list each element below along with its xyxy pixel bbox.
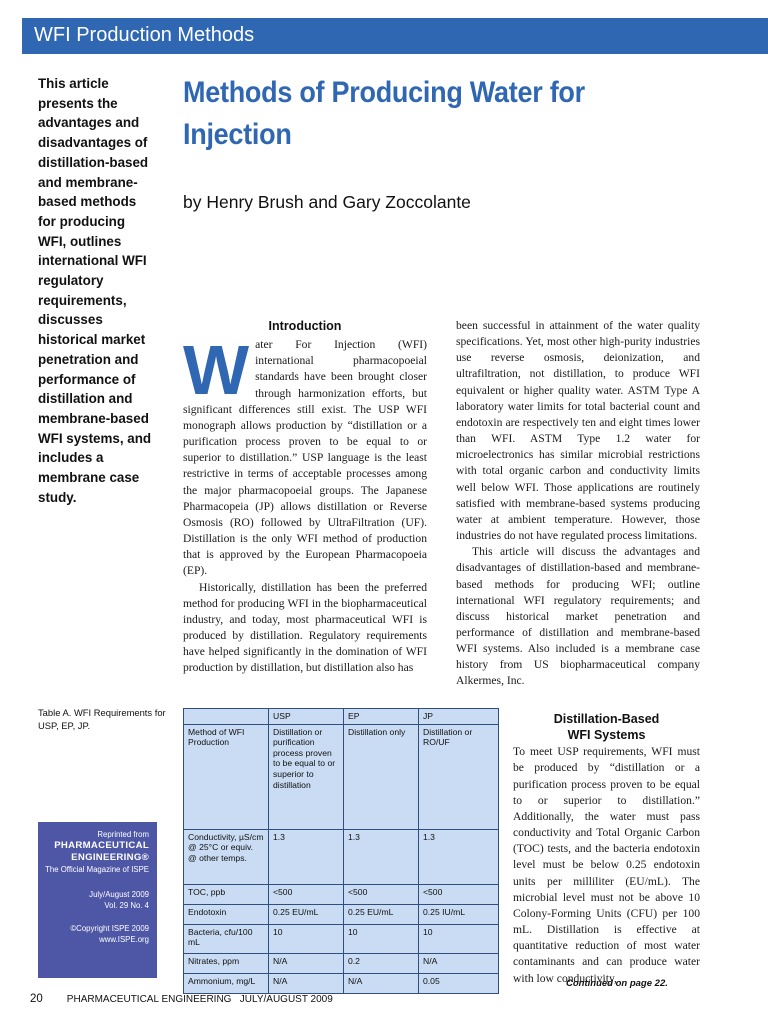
distillation-heading-line-2: WFI Systems — [567, 728, 646, 743]
table-cell: Conductivity, µS/cm @ 25°C or equiv. @ other temps. — [184, 829, 269, 884]
table-cell: 0.25 IU/mL — [419, 904, 499, 924]
table-cell: N/A — [269, 953, 344, 973]
article-title: Methods of Producing Water for Injection — [183, 76, 585, 151]
column-3 — [513, 711, 700, 987]
table-cell: 0.25 EU/mL — [344, 904, 419, 924]
intro-paragraph-3: been successful in attainment of the water quality specifications. Yet, most other high-purity industries use reverse osmosis, deionization, and ultrafiltration, not distillation, to produce WFI equivalent or higher quality water. ASTM Type A laboratory water limits for total bacterial count and endotoxin are respectively ten and eight times lower than WFI. ASTM Type 1.2 water for microelectronics has similar microbial restrictions with total organic carbon and conductivity limits well below WFI. Those applications are routinely satisfied with membrane-based systems producing water at ambient temperature. However, those industries do not have regulated process limitations. — [456, 319, 700, 543]
table-row — [184, 884, 499, 904]
column-1 — [183, 318, 427, 676]
reprint-line: July/August 2009 — [89, 890, 149, 899]
section-title: WFI Production Methods — [34, 24, 255, 46]
reprint-line: ©Copyright ISPE 2009 — [70, 924, 149, 933]
table-cell: TOC, ppb — [184, 884, 269, 904]
intro-paragraph-4: This article will discuss the advantages and disadvantages of distillation-based and membrane-based methods for producing WFI; outline international WFI regulatory requirements; and discuss historical market penetration and performance of distillation and membrane-based WFI systems. Also included is a membrane case history from US biopharmaceutical company Alkermes, Inc. — [456, 545, 700, 688]
article-byline: by Henry Brush and Gary Zoccolante — [183, 192, 471, 212]
reprint-line: Reprinted from — [97, 830, 149, 839]
article-summary: This article presents the advantages and disadvantages of distillation-based and membrane-based methods for producing WFI, outlines international WFI regulatory requirements, discusses historical market penetration and performance of distillation and membrane-based WFI systems, and includes a membrane case study. — [38, 76, 152, 505]
table-row — [184, 724, 499, 829]
table-row — [184, 953, 499, 973]
intro-paragraph-1: ater For Injection (WFI) international pharmacopoeial standards have been brought closer through harmonization efforts, but significant differences still exist. The USP WFI monograph allows production by “distillation or a purification process proven to be equal to or superior to distillation.” USP language is the least restrictive in terms of acceptable processes among the major pharmacopoeial groups. The Japanese Pharmacopeia (JP) allows distillation or Reverse Osmosis (RO) followed by UltraFiltration (UF). Distillation is the only WFI method of production that is approved by the European Pharmacopoeia (EP). — [183, 338, 427, 578]
table-row — [184, 904, 499, 924]
page-footer — [30, 993, 333, 1005]
table-cell: Distillation or RO/UF — [419, 724, 499, 829]
table-cell: <500 — [269, 884, 344, 904]
magazine-name: PHARMACEUTICAL — [54, 840, 149, 851]
footer-text: PHARMACEUTICAL ENGINEERING JULY/AUGUST 2009 — [66, 994, 333, 1005]
reprint-line: www.ISPE.org — [99, 935, 149, 944]
table-cell: <500 — [344, 884, 419, 904]
table-cell: 0.25 EU/mL — [269, 904, 344, 924]
table-cell: Method of WFI Production — [184, 724, 269, 829]
section-header-bar — [22, 18, 768, 54]
table-cell: Distillation only — [344, 724, 419, 829]
table-cell: Bacteria, cfu/100 mL — [184, 924, 269, 953]
introduction-heading: Introduction — [268, 319, 342, 333]
table-cell: 10 — [269, 924, 344, 953]
table-header-cell — [184, 709, 269, 725]
table-cell: 0.2 — [344, 953, 419, 973]
table-header-row — [184, 709, 499, 725]
table-caption: Table A. WFI Requirements for USP, EP, JP. — [38, 707, 166, 731]
table-cell: Distillation or purification process proven to be equal to or superior to distillation — [269, 724, 344, 829]
table-cell: 10 — [419, 924, 499, 953]
distillation-paragraph: To meet USP requirements, WFI must be produced by “distillation or a purification process proven to be equal to or superior to distillation.” Additionally, the water must pass conductivity and Total Organic Carbon (TOC) tests, and the bacteria endotoxin level must be below 0.25 endotoxin units per milliliter (EU/mL). The microbial level must not be above 10 Colony-Forming Units (CFU) per 100 mL. Distillation is effective at quantitative reduction of most water contaminants and can produce water with low conductivity, — [513, 745, 700, 985]
drop-cap: W — [183, 331, 250, 410]
table-cell: 0.05 — [419, 973, 499, 993]
column-2 — [456, 318, 700, 690]
continued-note: Continued on page 22. — [566, 978, 668, 989]
table-row — [184, 829, 499, 884]
table-cell: Ammonium, mg/L — [184, 973, 269, 993]
table-cell: 1.3 — [419, 829, 499, 884]
table-cell: <500 — [419, 884, 499, 904]
table-header-cell: JP — [419, 709, 499, 725]
reprint-line: The Official Magazine of ISPE — [45, 865, 149, 874]
table-header-cell: EP — [344, 709, 419, 725]
table-cell: 10 — [344, 924, 419, 953]
reprint-line: Vol. 29 No. 4 — [104, 901, 149, 910]
table-cell: Endotoxin — [184, 904, 269, 924]
wfi-requirements-table — [183, 708, 499, 994]
reprint-box — [38, 822, 157, 978]
table-row — [184, 973, 499, 993]
table-cell: Nitrates, ppm — [184, 953, 269, 973]
table-row — [184, 924, 499, 953]
table-header-cell: USP — [269, 709, 344, 725]
magazine-name: ENGINEERING® — [71, 852, 149, 863]
table-cell: 1.3 — [344, 829, 419, 884]
table-cell: 1.3 — [269, 829, 344, 884]
table-cell: N/A — [344, 973, 419, 993]
page-number: 20 — [30, 993, 43, 1005]
table-cell: N/A — [419, 953, 499, 973]
intro-paragraph-2: Historically, distillation has been the preferred method for producing WFI in the biopharmaceutical industry, and today, most pharmaceutical WFI is produced by distillation. Regulatory requirements have helped significantly in the domination of WFI production by distillation, but distillation also has — [183, 580, 427, 675]
distillation-heading-line-1: Distillation-Based — [553, 712, 660, 726]
table-cell: N/A — [269, 973, 344, 993]
